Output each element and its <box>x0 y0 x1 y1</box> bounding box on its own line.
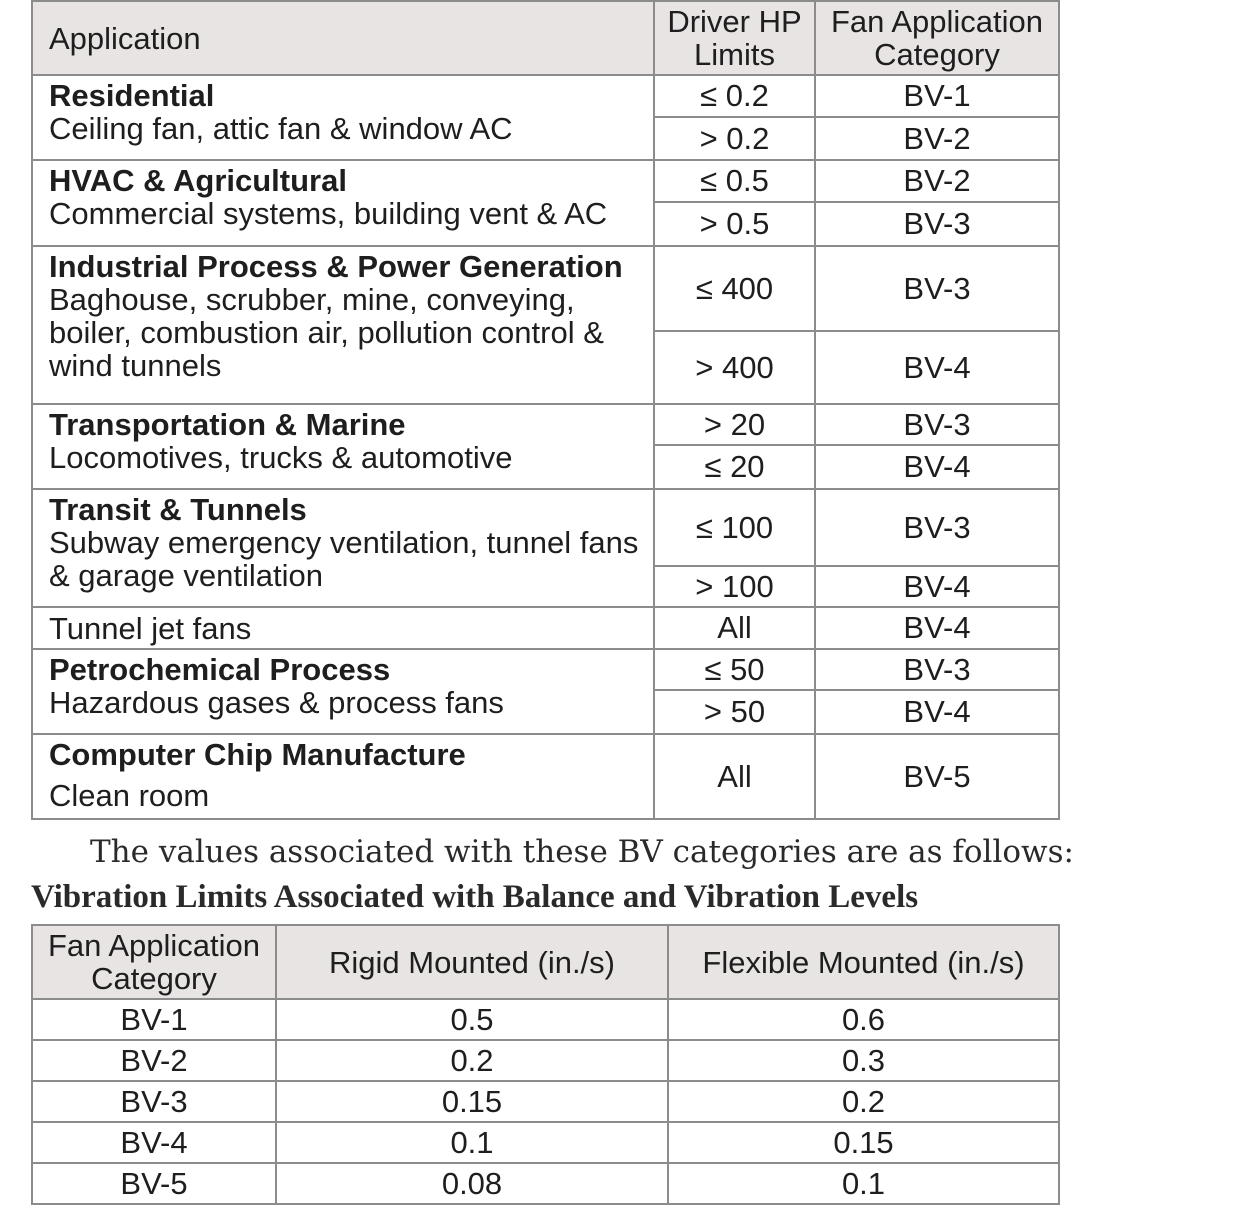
bv-category: BV-1 <box>815 75 1059 117</box>
application-cell <box>32 75 654 160</box>
hp-limit: ≤ 400 <box>654 246 815 331</box>
bv-category: BV-4 <box>815 445 1059 489</box>
flexible-value: 0.6 <box>668 999 1059 1040</box>
hp-limit: > 0.5 <box>654 202 815 246</box>
header-application: Application <box>32 1 654 75</box>
bv-category: BV-4 <box>815 690 1059 734</box>
bv-category: BV-4 <box>32 1122 276 1163</box>
bv-category: BV-5 <box>815 734 1059 819</box>
application-description: Subway emergency ventilation, tunnel fans & garage ventilation <box>49 525 639 593</box>
application-cell <box>32 246 654 404</box>
application-name: HVAC & Agricultural <box>49 163 347 198</box>
hp-limit: > 20 <box>654 404 815 445</box>
header-flexible-mounted: Flexible Mounted (in./s) <box>668 925 1059 999</box>
table-row <box>32 607 1059 649</box>
header-driver-hp-limits: Driver HP Limits <box>654 1 815 75</box>
fan-application-table <box>31 0 1060 820</box>
flexible-value: 0.15 <box>668 1122 1059 1163</box>
bv-category: BV-4 <box>815 566 1059 607</box>
table-row <box>32 75 1059 117</box>
application-name: Transportation & Marine <box>49 407 406 442</box>
bv-category: BV-3 <box>32 1081 276 1122</box>
table-row <box>32 1040 1059 1081</box>
application-cell <box>32 649 654 734</box>
hp-limit: > 400 <box>654 331 815 404</box>
bv-category: BV-3 <box>815 489 1059 566</box>
application-description: Locomotives, trucks & automotive <box>49 440 513 475</box>
bv-category: BV-1 <box>32 999 276 1040</box>
application-description: Baghouse, scrubber, mine, conveying, boiler, combustion air, pollution control & wind tunnels <box>49 282 604 383</box>
bv-category: BV-3 <box>815 202 1059 246</box>
values-caption: The values associated with these BV categories are as follows: <box>90 834 1074 870</box>
application-description: Ceiling fan, attic fan & window AC <box>49 111 513 146</box>
hp-limit: ≤ 50 <box>654 649 815 690</box>
rigid-value: 0.1 <box>276 1122 668 1163</box>
table-row <box>32 489 1059 566</box>
application-description: Hazardous gases & process fans <box>49 685 504 720</box>
header-rigid-mounted: Rigid Mounted (in./s) <box>276 925 668 999</box>
hp-limit: ≤ 20 <box>654 445 815 489</box>
bv-category: BV-3 <box>815 246 1059 331</box>
table-row <box>32 1081 1059 1122</box>
header-fan-application-category: Fan Application Category <box>32 925 276 999</box>
application-cell <box>32 734 654 819</box>
rigid-value: 0.2 <box>276 1040 668 1081</box>
hp-limit: ≤ 0.2 <box>654 75 815 117</box>
application-name: Industrial Process & Power Generation <box>49 249 623 284</box>
vibration-table-title: Vibration Limits Associated with Balance and Vibration Levels <box>31 879 919 915</box>
bv-category: BV-3 <box>815 404 1059 445</box>
application-cell <box>32 160 654 246</box>
hp-limit: All <box>654 607 815 649</box>
application-description: Clean room <box>49 778 210 813</box>
hp-limit: > 0.2 <box>654 117 815 160</box>
bv-category: BV-4 <box>815 331 1059 404</box>
rigid-value: 0.5 <box>276 999 668 1040</box>
bv-category: BV-4 <box>815 607 1059 649</box>
hp-limit: ≤ 100 <box>654 489 815 566</box>
table-row <box>32 1122 1059 1163</box>
application-description: Tunnel jet fans <box>32 607 654 649</box>
bv-category: BV-2 <box>815 117 1059 160</box>
hp-limit: ≤ 0.5 <box>654 160 815 202</box>
rigid-value: 0.08 <box>276 1163 668 1204</box>
table-row <box>32 999 1059 1040</box>
hp-limit: All <box>654 734 815 819</box>
bv-category: BV-3 <box>815 649 1059 690</box>
table-row <box>32 404 1059 445</box>
bv-category: BV-5 <box>32 1163 276 1204</box>
flexible-value: 0.1 <box>668 1163 1059 1204</box>
table-row <box>32 246 1059 331</box>
application-name: Computer Chip Manufacture <box>49 737 466 772</box>
application-name: Residential <box>49 78 215 113</box>
flexible-value: 0.2 <box>668 1081 1059 1122</box>
bv-category: BV-2 <box>32 1040 276 1081</box>
table-row <box>32 1163 1059 1204</box>
application-name: Transit & Tunnels <box>49 492 307 527</box>
application-name: Petrochemical Process <box>49 652 391 687</box>
bv-category: BV-2 <box>815 160 1059 202</box>
application-cell <box>32 489 654 607</box>
table-row <box>32 649 1059 690</box>
table-row <box>32 160 1059 202</box>
hp-limit: > 100 <box>654 566 815 607</box>
header-fan-application-category: Fan Application Category <box>815 1 1059 75</box>
application-cell <box>32 404 654 489</box>
flexible-value: 0.3 <box>668 1040 1059 1081</box>
vibration-limits-table <box>31 924 1060 1205</box>
rigid-value: 0.15 <box>276 1081 668 1122</box>
table-row <box>32 734 1059 819</box>
hp-limit: > 50 <box>654 690 815 734</box>
application-description: Commercial systems, building vent & AC <box>49 196 608 231</box>
